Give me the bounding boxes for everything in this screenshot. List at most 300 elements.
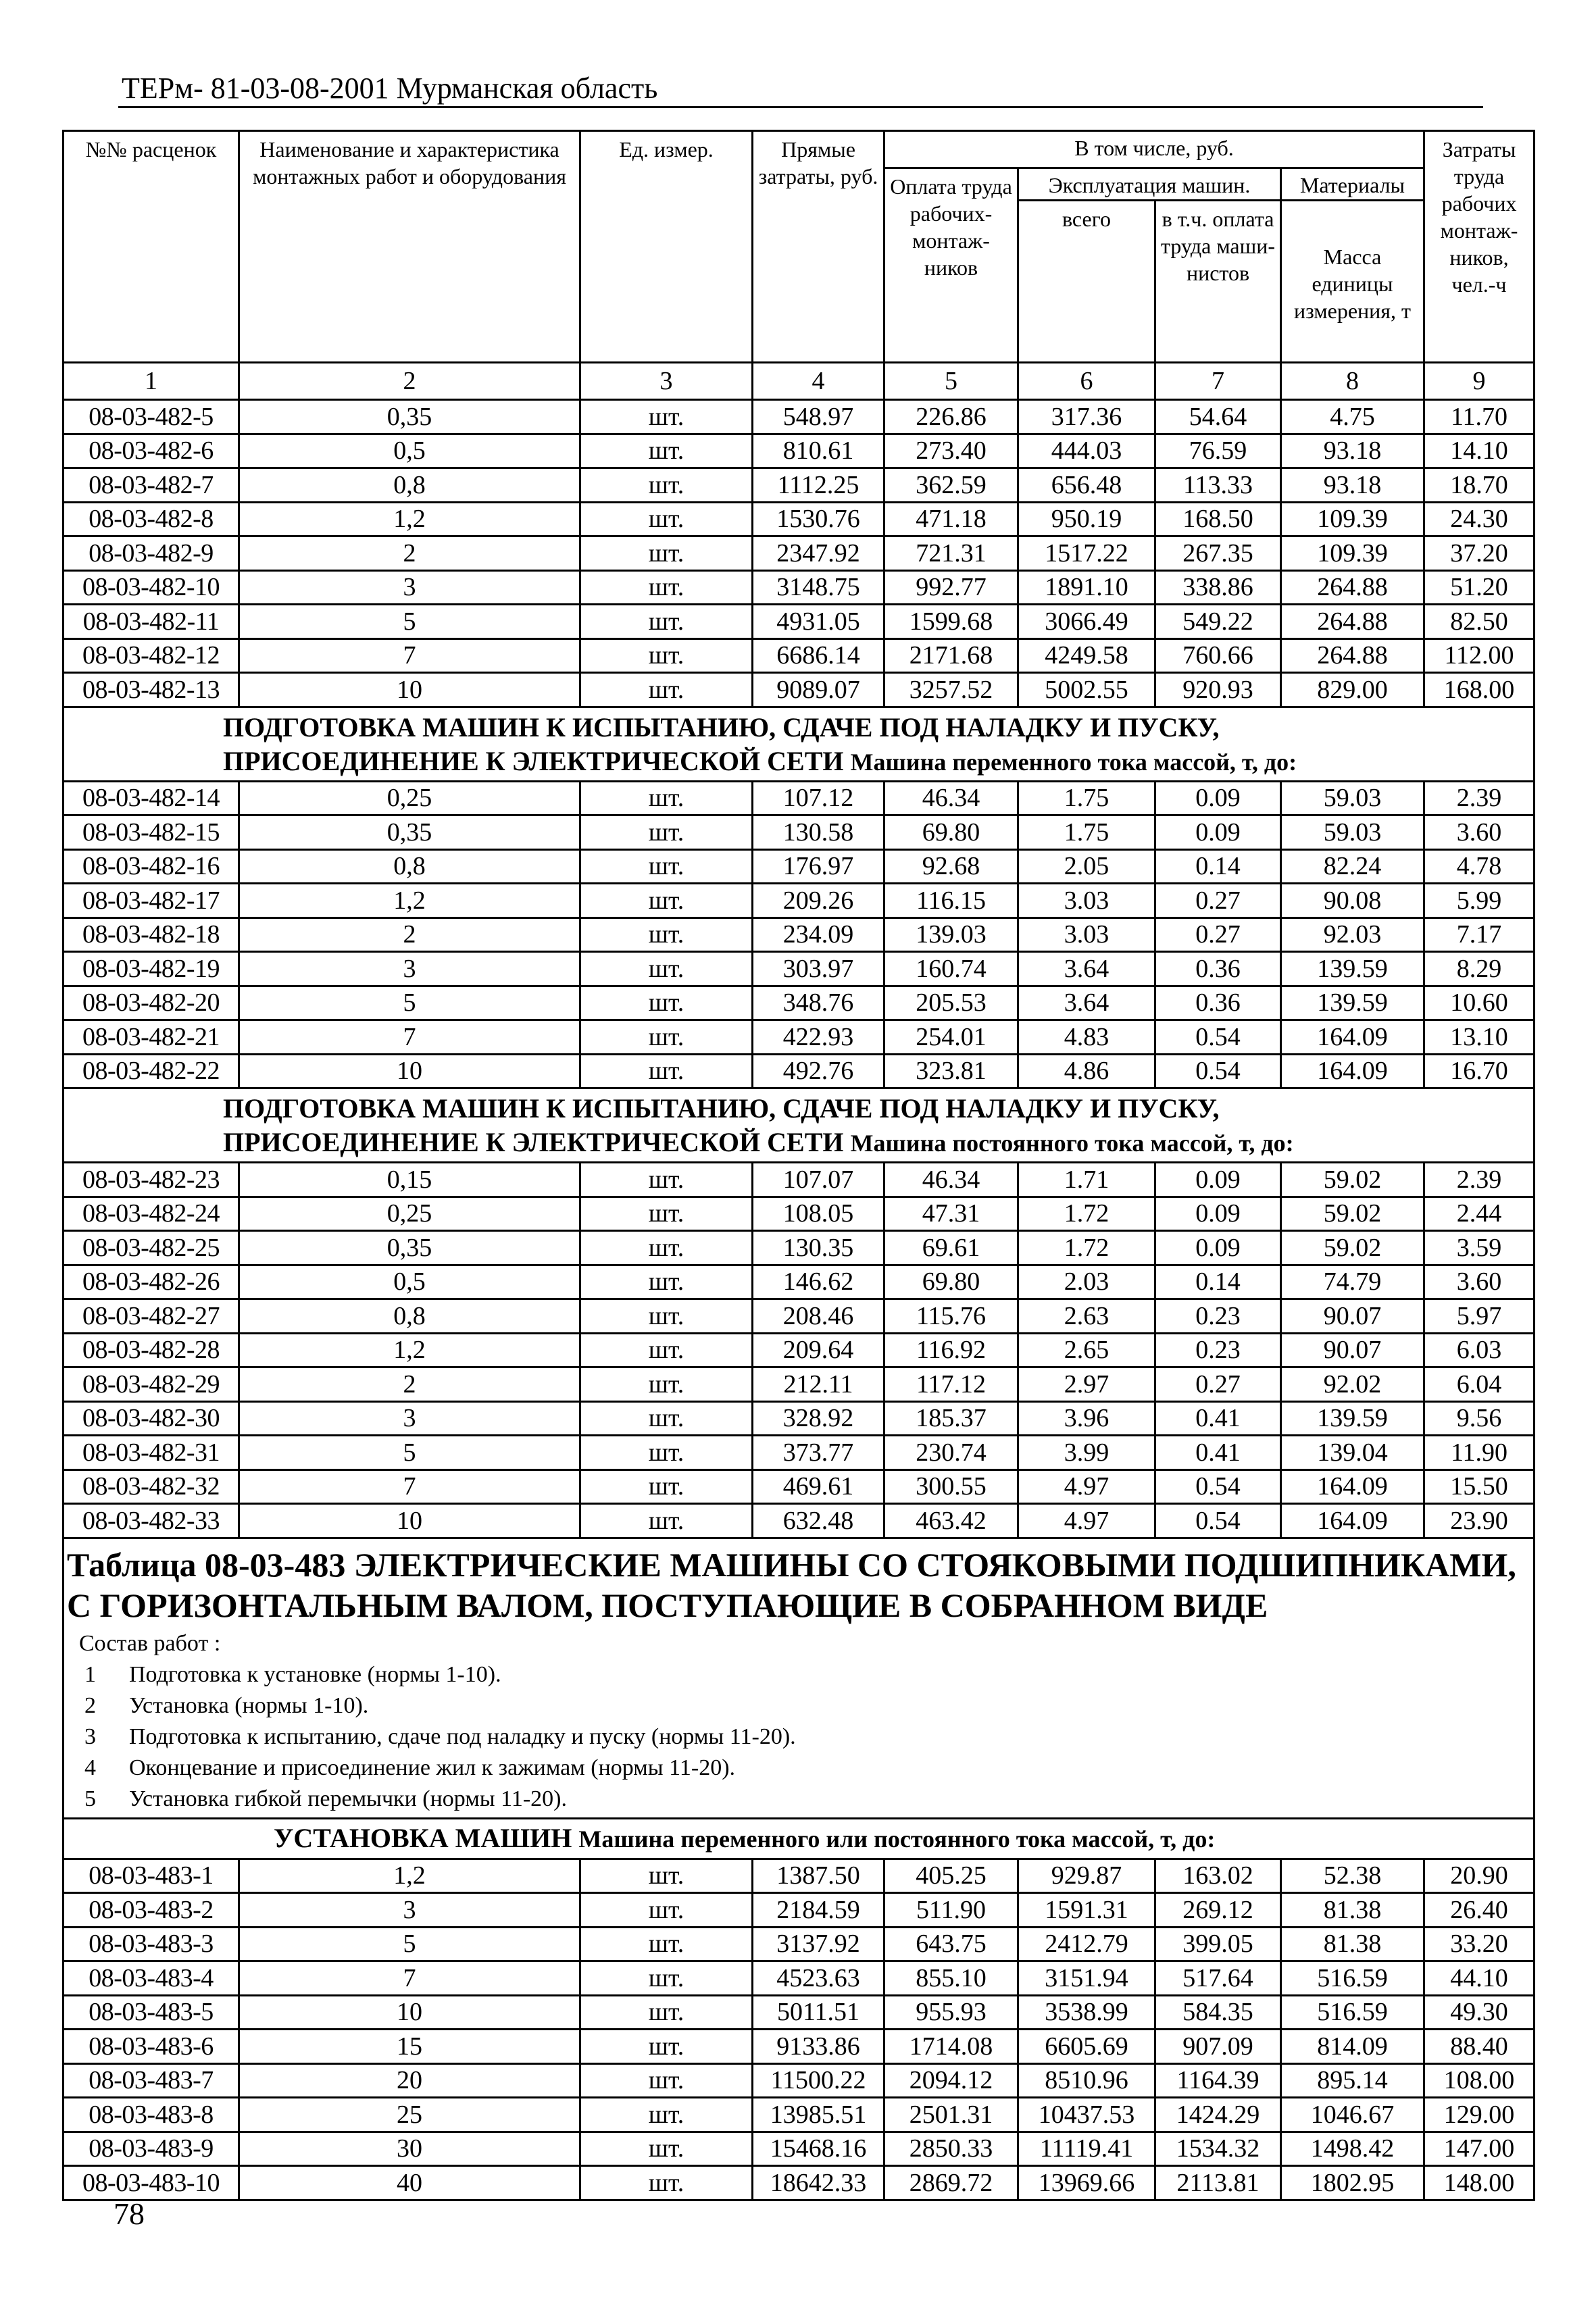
- rate-code-cell: 08-03-482-30: [64, 1401, 239, 1436]
- labor-hours-cell: 26.40: [1424, 1893, 1535, 1928]
- unit-cell: шт.: [580, 1333, 753, 1367]
- unit-cell: шт.: [580, 570, 753, 605]
- rate-code-cell: 08-03-482-17: [64, 884, 239, 918]
- direct-costs-cell: 234.09: [753, 917, 884, 952]
- unit-cell: шт.: [580, 884, 753, 918]
- machinist-pay-cell: 549.22: [1155, 605, 1281, 639]
- unit-mass-cell: 164.09: [1281, 1020, 1424, 1055]
- unit-cell: шт.: [580, 2063, 753, 2098]
- labor-hours-cell: 23.90: [1424, 1504, 1535, 1538]
- direct-costs-cell: 9133.86: [753, 2030, 884, 2064]
- unit-mass-cell: 59.03: [1281, 781, 1424, 815]
- machinist-pay-cell: 338.86: [1155, 570, 1281, 605]
- unit-mass-cell: 92.02: [1281, 1367, 1424, 1402]
- header-direct-costs: Прямые затраты, руб.: [753, 131, 884, 363]
- labor-pay-cell: 2869.72: [884, 2166, 1018, 2200]
- unit-mass-cell: 90.07: [1281, 1299, 1424, 1334]
- unit-cell: шт.: [580, 1469, 753, 1504]
- labor-hours-cell: 5.97: [1424, 1299, 1535, 1334]
- labor-pay-cell: 323.81: [884, 1054, 1018, 1088]
- mass-param-cell: 20: [239, 2063, 580, 2098]
- machines-total-cell: 950.19: [1018, 502, 1155, 536]
- direct-costs-cell: 5011.51: [753, 1995, 884, 2030]
- composition-item: [67, 1659, 1529, 1690]
- table-row: [64, 1197, 1535, 1231]
- rate-code-cell: 08-03-483-8: [64, 2098, 239, 2132]
- header-machinist-pay: в т.ч. оплата труда маши-нистов: [1155, 201, 1281, 363]
- composition-item-text: Подготовка к испытанию, сдаче под наладку и пуску (нормы 11-20).: [129, 1724, 796, 1749]
- machinist-pay-cell: 267.35: [1155, 536, 1281, 571]
- unit-cell: шт.: [580, 2098, 753, 2132]
- labor-hours-cell: 9.56: [1424, 1401, 1535, 1436]
- mass-param-cell: 3: [239, 952, 580, 986]
- machines-total-cell: 8510.96: [1018, 2063, 1155, 2098]
- unit-cell: шт.: [580, 781, 753, 815]
- page-number: 78: [114, 2196, 145, 2231]
- mass-param-cell: 7: [239, 638, 580, 673]
- labor-pay-cell: 855.10: [884, 1961, 1018, 1996]
- labor-hours-cell: 37.20: [1424, 536, 1535, 571]
- composition-item: [67, 1753, 1529, 1784]
- table-row: [64, 2030, 1535, 2064]
- machinist-pay-cell: 163.02: [1155, 1859, 1281, 1893]
- section-heading-subtitle: Машина переменного тока массой, т, до:: [850, 748, 1297, 776]
- labor-hours-cell: 112.00: [1424, 638, 1535, 673]
- column-number: 9: [1424, 363, 1535, 400]
- header-machine-operation: Эксплуатация машин.: [1018, 168, 1281, 201]
- labor-hours-cell: 10.60: [1424, 986, 1535, 1020]
- unit-cell: шт.: [580, 1020, 753, 1055]
- labor-hours-cell: 6.04: [1424, 1367, 1535, 1402]
- direct-costs-cell: 3148.75: [753, 570, 884, 605]
- machines-total-cell: 2.05: [1018, 849, 1155, 884]
- machines-total-cell: 1.72: [1018, 1197, 1155, 1231]
- table-row: [64, 1436, 1535, 1470]
- direct-costs-cell: 328.92: [753, 1401, 884, 1436]
- unit-cell: шт.: [580, 1054, 753, 1088]
- table-row: [64, 1961, 1535, 1996]
- labor-pay-cell: 116.15: [884, 884, 1018, 918]
- rate-code-cell: 08-03-482-31: [64, 1436, 239, 1470]
- labor-hours-cell: 82.50: [1424, 605, 1535, 639]
- table-row: [64, 1231, 1535, 1265]
- mass-param-cell: 0,5: [239, 1265, 580, 1299]
- labor-pay-cell: 405.25: [884, 1859, 1018, 1893]
- mass-param-cell: 5: [239, 1436, 580, 1470]
- direct-costs-cell: 212.11: [753, 1367, 884, 1402]
- rate-code-cell: 08-03-482-6: [64, 434, 239, 468]
- labor-hours-cell: 33.20: [1424, 1927, 1535, 1961]
- machines-total-cell: 3.03: [1018, 884, 1155, 918]
- table-row: [64, 986, 1535, 1020]
- direct-costs-cell: 4523.63: [753, 1961, 884, 1996]
- mass-param-cell: 5: [239, 605, 580, 639]
- labor-hours-cell: 49.30: [1424, 1995, 1535, 2030]
- direct-costs-cell: 107.12: [753, 781, 884, 815]
- unit-mass-cell: 264.88: [1281, 638, 1424, 673]
- table-row: [64, 1859, 1535, 1893]
- direct-costs-cell: 108.05: [753, 1197, 884, 1231]
- machines-total-cell: 317.36: [1018, 400, 1155, 434]
- unit-mass-cell: 139.59: [1281, 952, 1424, 986]
- rate-code-cell: 08-03-482-14: [64, 781, 239, 815]
- unit-mass-cell: 516.59: [1281, 1995, 1424, 2030]
- header-including: В том числе, руб.: [884, 131, 1424, 168]
- unit-mass-cell: 81.38: [1281, 1893, 1424, 1928]
- rate-code-cell: 08-03-482-27: [64, 1299, 239, 1334]
- labor-hours-cell: 2.39: [1424, 1163, 1535, 1197]
- mass-param-cell: 3: [239, 1893, 580, 1928]
- mass-param-cell: 2: [239, 536, 580, 571]
- machinist-pay-cell: 1164.39: [1155, 2063, 1281, 2098]
- rate-code-cell: 08-03-482-15: [64, 815, 239, 850]
- unit-mass-cell: 92.03: [1281, 917, 1424, 952]
- direct-costs-cell: 2184.59: [753, 1893, 884, 1928]
- direct-costs-cell: 2347.92: [753, 536, 884, 571]
- labor-pay-cell: 117.12: [884, 1367, 1018, 1402]
- unit-mass-cell: 109.39: [1281, 502, 1424, 536]
- table-row: [64, 400, 1535, 434]
- machines-total-cell: 3151.94: [1018, 1961, 1155, 1996]
- table-row: [64, 917, 1535, 952]
- mass-param-cell: 0,8: [239, 1299, 580, 1334]
- mass-param-cell: 7: [239, 1961, 580, 1996]
- mass-param-cell: 10: [239, 1995, 580, 2030]
- machines-total-cell: 1.71: [1018, 1163, 1155, 1197]
- machines-total-cell: 4249.58: [1018, 638, 1155, 673]
- mass-param-cell: 1,2: [239, 1333, 580, 1367]
- rate-code-cell: 08-03-483-10: [64, 2166, 239, 2200]
- table-row: [64, 638, 1535, 673]
- mass-param-cell: 25: [239, 2098, 580, 2132]
- labor-hours-cell: 11.90: [1424, 1436, 1535, 1470]
- table-row: [64, 884, 1535, 918]
- rate-code-cell: 08-03-483-3: [64, 1927, 239, 1961]
- composition-item-text: Установка гибкой перемычки (нормы 11-20).: [129, 1786, 568, 1811]
- direct-costs-cell: 632.48: [753, 1504, 884, 1538]
- unit-cell: шт.: [580, 536, 753, 571]
- header-code: №№ расценок: [64, 131, 239, 363]
- table-483-title-block: [64, 1538, 1535, 1818]
- machines-total-cell: 2412.79: [1018, 1927, 1155, 1961]
- unit-mass-cell: 74.79: [1281, 1265, 1424, 1299]
- composition-item-number: 2: [84, 1692, 96, 1718]
- rate-code-cell: 08-03-482-28: [64, 1333, 239, 1367]
- rate-code-cell: 08-03-482-25: [64, 1231, 239, 1265]
- unit-mass-cell: 81.38: [1281, 1927, 1424, 1961]
- machinist-pay-cell: 517.64: [1155, 1961, 1281, 1996]
- section-heading-line2: [223, 1126, 1533, 1160]
- section-heading: [64, 707, 1535, 781]
- rate-code-cell: 08-03-482-29: [64, 1367, 239, 1402]
- unit-mass-cell: 264.88: [1281, 570, 1424, 605]
- machines-total-cell: 2.63: [1018, 1299, 1155, 1334]
- unit-cell: шт.: [580, 434, 753, 468]
- column-number: 5: [884, 363, 1018, 400]
- labor-pay-cell: 2850.33: [884, 2132, 1018, 2166]
- direct-costs-cell: 422.93: [753, 1020, 884, 1055]
- mass-param-cell: 2: [239, 917, 580, 952]
- rate-code-cell: 08-03-482-26: [64, 1265, 239, 1299]
- header-labor-pay: Оплата труда рабочих-монтаж-ников: [884, 168, 1018, 363]
- mass-param-cell: 5: [239, 1927, 580, 1961]
- table-row: [64, 1995, 1535, 2030]
- labor-hours-cell: 5.99: [1424, 884, 1535, 918]
- unit-cell: шт.: [580, 1299, 753, 1334]
- unit-cell: шт.: [580, 1927, 753, 1961]
- labor-hours-cell: 44.10: [1424, 1961, 1535, 1996]
- direct-costs-cell: 130.58: [753, 815, 884, 850]
- composition-item-number: 5: [84, 1786, 96, 1811]
- unit-mass-cell: 59.02: [1281, 1231, 1424, 1265]
- rate-code-cell: 08-03-482-5: [64, 400, 239, 434]
- labor-pay-cell: 2501.31: [884, 2098, 1018, 2132]
- column-number: 1: [64, 363, 239, 400]
- labor-hours-cell: 51.20: [1424, 570, 1535, 605]
- labor-hours-cell: 16.70: [1424, 1054, 1535, 1088]
- machines-total-cell: 1.72: [1018, 1231, 1155, 1265]
- labor-pay-cell: 160.74: [884, 952, 1018, 986]
- header-unit: Ед. измер.: [580, 131, 753, 363]
- direct-costs-cell: 1530.76: [753, 502, 884, 536]
- table-row: [64, 1020, 1535, 1055]
- table-row: [64, 2098, 1535, 2132]
- section-heading-row: [64, 707, 1535, 781]
- labor-pay-cell: 92.68: [884, 849, 1018, 884]
- rate-code-cell: 08-03-483-1: [64, 1859, 239, 1893]
- unit-mass-cell: 829.00: [1281, 673, 1424, 707]
- composition-item: [67, 1690, 1529, 1721]
- labor-pay-cell: 511.90: [884, 1893, 1018, 1928]
- labor-pay-cell: 1599.68: [884, 605, 1018, 639]
- machines-total-cell: 3.64: [1018, 952, 1155, 986]
- machinist-pay-cell: 0.14: [1155, 849, 1281, 884]
- rate-code-cell: 08-03-483-7: [64, 2063, 239, 2098]
- table-row: [64, 1504, 1535, 1538]
- table-row: [64, 2132, 1535, 2166]
- labor-pay-cell: 362.59: [884, 468, 1018, 503]
- composition-label: Состав работ :: [79, 1630, 221, 1656]
- rate-code-cell: 08-03-482-21: [64, 1020, 239, 1055]
- column-number: 3: [580, 363, 753, 400]
- labor-hours-cell: 3.60: [1424, 1265, 1535, 1299]
- table-row: [64, 1927, 1535, 1961]
- machines-total-cell: 2.03: [1018, 1265, 1155, 1299]
- section-heading-subtitle: Машина постоянного тока массой, т, до:: [850, 1130, 1294, 1157]
- machinist-pay-cell: 0.09: [1155, 1231, 1281, 1265]
- rate-code-cell: 08-03-482-13: [64, 673, 239, 707]
- rate-code-cell: 08-03-482-20: [64, 986, 239, 1020]
- column-number: 2: [239, 363, 580, 400]
- machinist-pay-cell: 0.09: [1155, 1163, 1281, 1197]
- unit-cell: шт.: [580, 502, 753, 536]
- labor-pay-cell: 116.92: [884, 1333, 1018, 1367]
- unit-mass-cell: 139.59: [1281, 986, 1424, 1020]
- labor-hours-cell: 4.78: [1424, 849, 1535, 884]
- rate-code-cell: 08-03-483-6: [64, 2030, 239, 2064]
- unit-cell: шт.: [580, 400, 753, 434]
- unit-mass-cell: 82.24: [1281, 849, 1424, 884]
- machines-total-cell: 444.03: [1018, 434, 1155, 468]
- table-row: [64, 1299, 1535, 1334]
- table-row: [64, 1163, 1535, 1197]
- mass-param-cell: 1,2: [239, 1859, 580, 1893]
- labor-pay-cell: 69.80: [884, 815, 1018, 850]
- table-row: [64, 1367, 1535, 1402]
- header-labor-hours: Затраты труда рабочих монтаж-ников, чел.-ч: [1424, 131, 1535, 363]
- table-483-title: Таблица 08-03-483 ЭЛЕКТРИЧЕСКИЕ МАШИНЫ СО СТОЯКОВЫМИ ПОДШИПНИКАМИ, С ГОРИЗОНТАЛЬНЫМ ВАЛОМ, ПОСТУПАЮЩИЕ В СОБРАННОМ ВИДЕ: [67, 1545, 1516, 1624]
- unit-cell: шт.: [580, 1504, 753, 1538]
- unit-mass-cell: 93.18: [1281, 468, 1424, 503]
- machines-total-cell: 3.99: [1018, 1436, 1155, 1470]
- direct-costs-cell: 6686.14: [753, 638, 884, 673]
- labor-hours-cell: 3.59: [1424, 1231, 1535, 1265]
- mass-param-cell: 2: [239, 1367, 580, 1402]
- direct-costs-cell: 492.76: [753, 1054, 884, 1088]
- direct-costs-cell: 348.76: [753, 986, 884, 1020]
- machinist-pay-cell: 269.12: [1155, 1893, 1281, 1928]
- rate-code-cell: 08-03-482-7: [64, 468, 239, 503]
- labor-pay-cell: 185.37: [884, 1401, 1018, 1436]
- unit-cell: шт.: [580, 2030, 753, 2064]
- machines-total-cell: 13969.66: [1018, 2166, 1155, 2200]
- mass-param-cell: 1,2: [239, 884, 580, 918]
- labor-hours-cell: 13.10: [1424, 1020, 1535, 1055]
- labor-pay-cell: 2171.68: [884, 638, 1018, 673]
- machines-total-cell: 3538.99: [1018, 1995, 1155, 2030]
- rate-code-cell: 08-03-482-12: [64, 638, 239, 673]
- labor-hours-cell: 15.50: [1424, 1469, 1535, 1504]
- table-row: [64, 570, 1535, 605]
- direct-costs-cell: 373.77: [753, 1436, 884, 1470]
- labor-pay-cell: 115.76: [884, 1299, 1018, 1334]
- rate-code-cell: 08-03-482-8: [64, 502, 239, 536]
- section-heading: [64, 1818, 1535, 1859]
- labor-pay-cell: 992.77: [884, 570, 1018, 605]
- machinist-pay-cell: 0.23: [1155, 1299, 1281, 1334]
- rate-code-cell: 08-03-482-22: [64, 1054, 239, 1088]
- machines-total-cell: 4.97: [1018, 1469, 1155, 1504]
- unit-mass-cell: 1802.95: [1281, 2166, 1424, 2200]
- mass-param-cell: 10: [239, 1054, 580, 1088]
- labor-hours-cell: 11.70: [1424, 400, 1535, 434]
- norms-table: [62, 130, 1535, 2201]
- table-row: [64, 434, 1535, 468]
- mass-param-cell: 7: [239, 1020, 580, 1055]
- section-heading-bold: УСТАНОВКА МАШИН: [274, 1822, 572, 1853]
- labor-pay-cell: 69.61: [884, 1231, 1018, 1265]
- unit-cell: шт.: [580, 1265, 753, 1299]
- composition-item-text: Подготовка к установке (нормы 1-10).: [129, 1661, 501, 1687]
- labor-hours-cell: 14.10: [1424, 434, 1535, 468]
- unit-cell: шт.: [580, 1995, 753, 2030]
- composition-item-text: Установка (нормы 1-10).: [129, 1692, 369, 1718]
- unit-cell: шт.: [580, 2132, 753, 2166]
- direct-costs-cell: 107.07: [753, 1163, 884, 1197]
- mass-param-cell: 0,15: [239, 1163, 580, 1197]
- header-materials: Материалы: [1281, 168, 1424, 201]
- labor-hours-cell: 168.00: [1424, 673, 1535, 707]
- mass-param-cell: 1,2: [239, 502, 580, 536]
- unit-cell: шт.: [580, 849, 753, 884]
- machinist-pay-cell: 2113.81: [1155, 2166, 1281, 2200]
- column-number: 6: [1018, 363, 1155, 400]
- machines-total-cell: 6605.69: [1018, 2030, 1155, 2064]
- rate-code-cell: 08-03-483-9: [64, 2132, 239, 2166]
- labor-pay-cell: 3257.52: [884, 673, 1018, 707]
- labor-hours-cell: 3.60: [1424, 815, 1535, 850]
- labor-pay-cell: 226.86: [884, 400, 1018, 434]
- table-body: [64, 363, 1535, 2200]
- machines-total-cell: 656.48: [1018, 468, 1155, 503]
- section-heading-line2: [223, 745, 1533, 779]
- labor-pay-cell: 254.01: [884, 1020, 1018, 1055]
- unit-cell: шт.: [580, 1231, 753, 1265]
- labor-hours-cell: 6.03: [1424, 1333, 1535, 1367]
- machinist-pay-cell: 0.54: [1155, 1054, 1281, 1088]
- machinist-pay-cell: 760.66: [1155, 638, 1281, 673]
- labor-pay-cell: 139.03: [884, 917, 1018, 952]
- unit-mass-cell: 139.04: [1281, 1436, 1424, 1470]
- direct-costs-cell: 130.35: [753, 1231, 884, 1265]
- mass-param-cell: 10: [239, 673, 580, 707]
- unit-cell: шт.: [580, 1367, 753, 1402]
- machinist-pay-cell: 1534.32: [1155, 2132, 1281, 2166]
- rate-code-cell: 08-03-482-11: [64, 605, 239, 639]
- machinist-pay-cell: 920.93: [1155, 673, 1281, 707]
- machinist-pay-cell: 0.41: [1155, 1436, 1281, 1470]
- unit-mass-cell: 264.88: [1281, 605, 1424, 639]
- unit-cell: шт.: [580, 1859, 753, 1893]
- direct-costs-cell: 209.64: [753, 1333, 884, 1367]
- rate-code-cell: 08-03-482-19: [64, 952, 239, 986]
- section-heading: [64, 1088, 1535, 1163]
- unit-cell: шт.: [580, 986, 753, 1020]
- rate-code-cell: 08-03-483-5: [64, 1995, 239, 2030]
- machines-total-cell: 929.87: [1018, 1859, 1155, 1893]
- unit-cell: шт.: [580, 917, 753, 952]
- table-row: [64, 952, 1535, 986]
- mass-param-cell: 0,25: [239, 781, 580, 815]
- unit-cell: шт.: [580, 1893, 753, 1928]
- mass-param-cell: 0,25: [239, 1197, 580, 1231]
- machinist-pay-cell: 0.14: [1155, 1265, 1281, 1299]
- composition-item: [67, 1721, 1529, 1753]
- labor-hours-cell: 2.39: [1424, 781, 1535, 815]
- unit-cell: шт.: [580, 2166, 753, 2200]
- machines-total-cell: 3066.49: [1018, 605, 1155, 639]
- machinist-pay-cell: 168.50: [1155, 502, 1281, 536]
- direct-costs-cell: 4931.05: [753, 605, 884, 639]
- labor-pay-cell: 230.74: [884, 1436, 1018, 1470]
- unit-mass-cell: 4.75: [1281, 400, 1424, 434]
- machines-total-cell: 1591.31: [1018, 1893, 1155, 1928]
- unit-mass-cell: 59.02: [1281, 1197, 1424, 1231]
- machines-total-cell: 3.96: [1018, 1401, 1155, 1436]
- direct-costs-cell: 176.97: [753, 849, 884, 884]
- machines-total-cell: 3.03: [1018, 917, 1155, 952]
- machinist-pay-cell: 1424.29: [1155, 2098, 1281, 2132]
- mass-param-cell: 5: [239, 986, 580, 1020]
- section-heading-subtitle: Машина переменного или постоянного тока массой, т, до:: [578, 1825, 1216, 1853]
- machines-total-cell: 4.83: [1018, 1020, 1155, 1055]
- unit-mass-cell: 93.18: [1281, 434, 1424, 468]
- machines-total-cell: 1.75: [1018, 781, 1155, 815]
- section-heading-bold: ПРИСОЕДИНЕНИЕ К ЭЛЕКТРИЧЕСКОЙ СЕТИ: [223, 1127, 844, 1157]
- unit-mass-cell: 52.38: [1281, 1859, 1424, 1893]
- unit-mass-cell: 164.09: [1281, 1504, 1424, 1538]
- table-row: [64, 468, 1535, 503]
